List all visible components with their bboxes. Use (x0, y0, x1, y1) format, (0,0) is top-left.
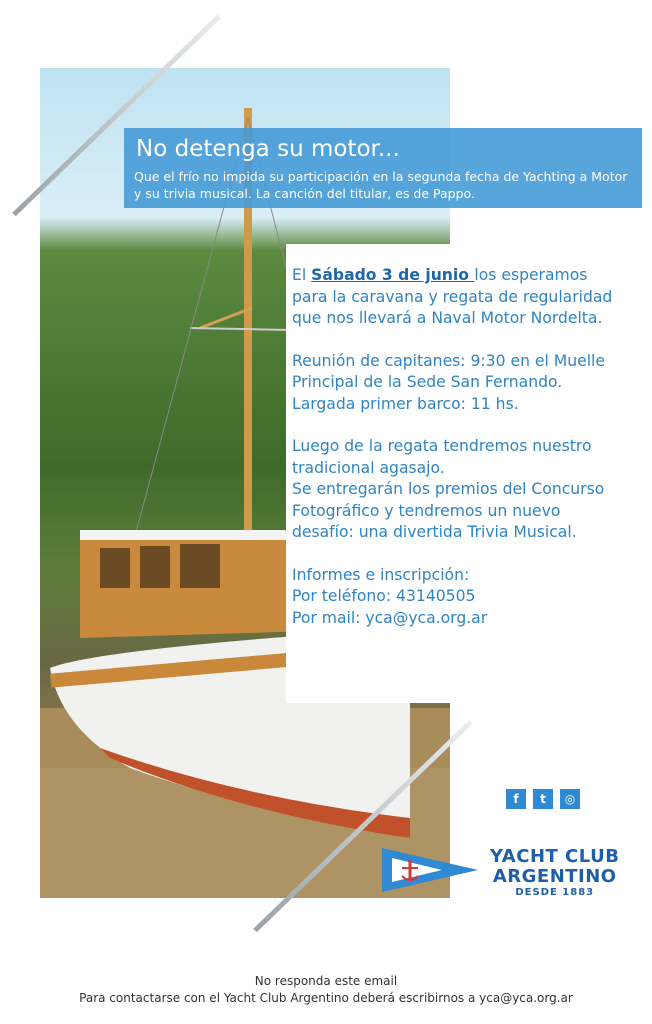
facebook-icon[interactable]: f (506, 789, 526, 809)
date-description: los esperamos para la caravana y regata de regularidad que nos llevará a Naval Motor Nordelta. (292, 266, 613, 327)
twitter-icon[interactable]: t (533, 789, 553, 809)
celebration-text: Luego de la regata tendremos nuestro tradicional agasajo. (292, 437, 592, 477)
schedule-paragraph (292, 351, 614, 416)
footer-no-reply: No responda este email (254, 974, 398, 988)
footer-contact: Para contactarse con el Yacht Club Argentino deberá escribirnos a yca@yca.org.ar (79, 991, 573, 1005)
event-date-link[interactable]: Sábado 3 de junio (311, 266, 475, 284)
banner-text: Que el frío no impida su participación en la segunda fecha de Yachting a Motor y su trivia musical. La canción del titular, es de Pappo. (134, 169, 628, 201)
contact-paragraph (292, 565, 614, 630)
banner-title: No detenga su motor... (136, 136, 400, 162)
contact-email[interactable]: Por mail: yca@yca.org.ar (292, 608, 488, 627)
prizes-text: Se entregarán los premios del Concurso Fotográfico y tendremos un nuevo desafío: una divertida Trivia Musical. (292, 480, 605, 541)
contact-heading: Informes e inscripción: (292, 565, 470, 584)
after-race-paragraph (292, 436, 614, 544)
captains-meeting: Reunión de capitanes: 9:30 en el Muelle Principal de la Sede San Fernando. (292, 351, 605, 391)
pennant-flag-icon (380, 846, 480, 894)
first-start: Largada primer barco: 11 hs. (292, 394, 519, 413)
logo-line-1: YACHT CLUB (490, 846, 620, 867)
date-intro: El (292, 266, 312, 284)
event-date-paragraph (292, 265, 614, 330)
headline-banner (124, 128, 642, 208)
event-info-panel (286, 244, 620, 703)
instagram-icon[interactable]: ◎ (560, 789, 580, 809)
club-logo-text (490, 847, 619, 899)
logo-line-3: DESDE 1883 (515, 887, 595, 898)
logo-line-2: ARGENTINO (492, 866, 617, 887)
contact-phone[interactable]: Por teléfono: 43140505 (292, 587, 476, 605)
